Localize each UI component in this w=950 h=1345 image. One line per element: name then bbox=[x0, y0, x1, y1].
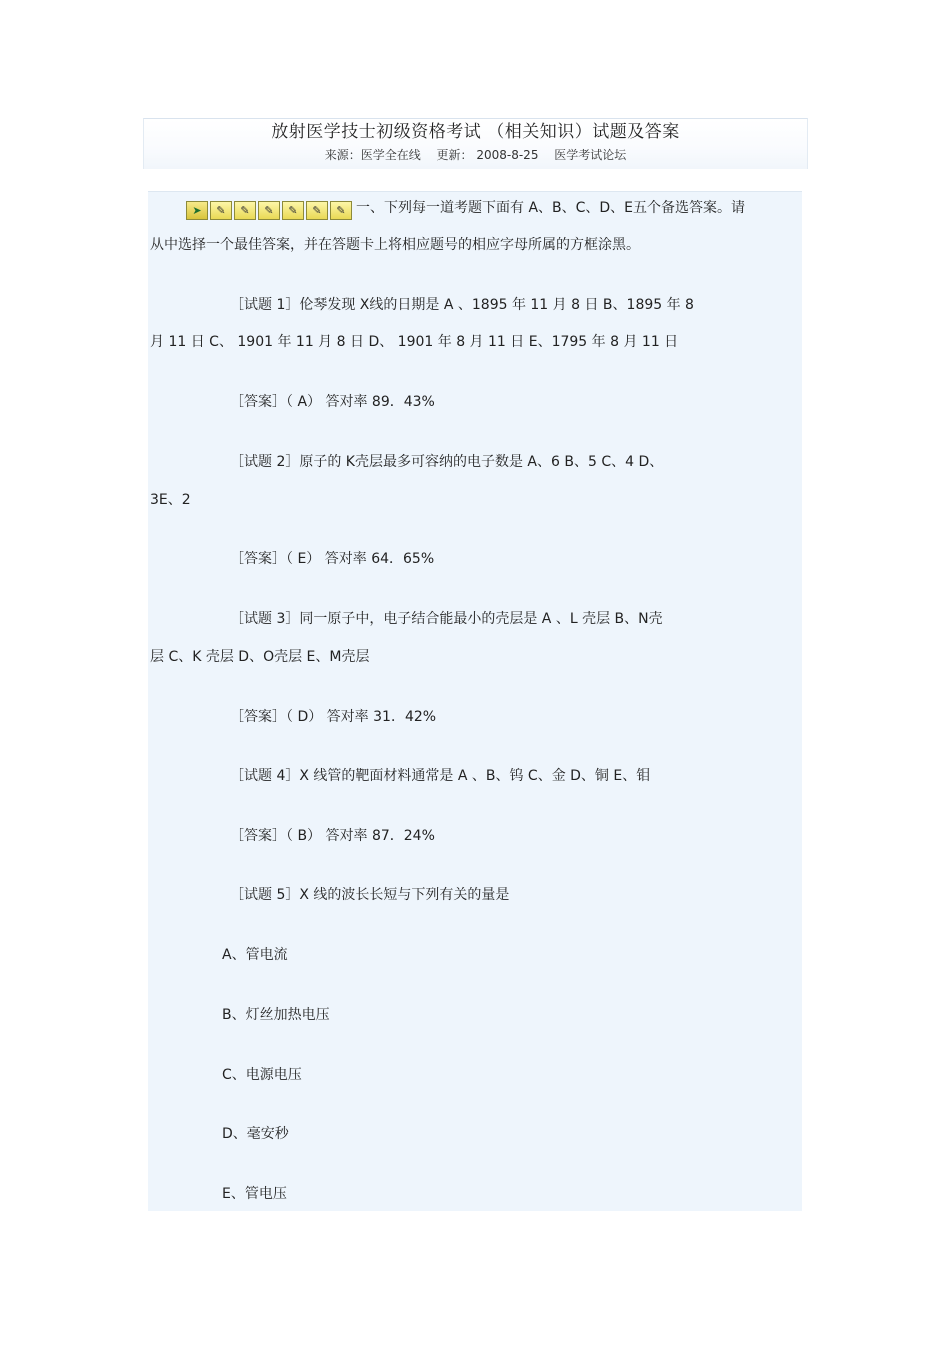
instruction-line-2: 从中选择一个最佳答案，并在答题卡上将相应题号的相应字母所属的方框涂黑。 bbox=[150, 237, 640, 253]
question-1-line-1: ［试题 1］伦琴发现 X线的日期是 A 、1895 年 11 月 8 日 B、1895 年 8 bbox=[230, 297, 694, 313]
question-3-line-1: ［试题 3］同一原子中，电子结合能最小的壳层是 A 、L 壳层 B、N壳 bbox=[230, 611, 663, 627]
option-a: A、管电流 bbox=[222, 947, 288, 963]
question-1-line-2: 月 11 日 C、 1901 年 11 月 8 日 D、 1901 年 8 月 11 日 E、1795 年 8 月 11 日 bbox=[150, 334, 679, 350]
instruction-line-1: 一、下列每一道考题下面有 A、B、C、D、E五个备选答案。请 bbox=[356, 200, 746, 216]
toolbar-icons bbox=[186, 201, 354, 220]
question-4-line-1: ［试题 4］X 线管的靶面材料通常是 A 、B、钨 C、金 D、铜 E、钼 bbox=[230, 768, 651, 784]
answer-1: ［答案］（ A） 答对率 89．43% bbox=[230, 394, 435, 410]
answer-3: ［答案］（ D） 答对率 31．42% bbox=[230, 709, 437, 725]
edit-icon[interactable]: ✎ bbox=[234, 201, 256, 220]
article-meta bbox=[144, 146, 807, 164]
question-2-line-1: ［试题 2］原子的 K壳层最多可容纳的电子数是 A、6 B、5 C、4 D、 bbox=[230, 454, 664, 470]
answer-2: ［答案］（ E） 答对率 64．65% bbox=[230, 551, 435, 567]
page-title: 放射医学技士初级资格考试 （相关知识）试题及答案 bbox=[271, 122, 680, 142]
arrow-icon[interactable]: ➤ bbox=[186, 201, 208, 220]
option-d: D、毫安秒 bbox=[222, 1126, 289, 1142]
edit-icon[interactable]: ✎ bbox=[258, 201, 280, 220]
option-b: B、灯丝加热电压 bbox=[222, 1007, 330, 1023]
option-c: C、电源电压 bbox=[222, 1067, 302, 1083]
article-body bbox=[148, 191, 802, 1211]
option-e: E、管电压 bbox=[222, 1186, 287, 1202]
question-3-line-2: 层 C、K 壳层 D、O壳层 E、M壳层 bbox=[150, 649, 370, 665]
edit-icon[interactable]: ✎ bbox=[282, 201, 304, 220]
edit-icon[interactable]: ✎ bbox=[210, 201, 232, 220]
update-date: 更新： 2008-8-25 bbox=[436, 148, 539, 162]
question-2-line-2: 3E、2 bbox=[150, 492, 191, 508]
question-5-line-1: ［试题 5］X 线的波长长短与下列有关的量是 bbox=[230, 887, 510, 903]
edit-icon[interactable]: ✎ bbox=[306, 201, 328, 220]
answer-4: ［答案］（ B） 答对率 87．24% bbox=[230, 828, 435, 844]
source-text: 来源：医学全在线 bbox=[324, 148, 421, 162]
article-header bbox=[143, 118, 808, 169]
forum-link[interactable]: 医学考试论坛 bbox=[554, 148, 627, 162]
edit-icon[interactable]: ✎ bbox=[330, 201, 352, 220]
